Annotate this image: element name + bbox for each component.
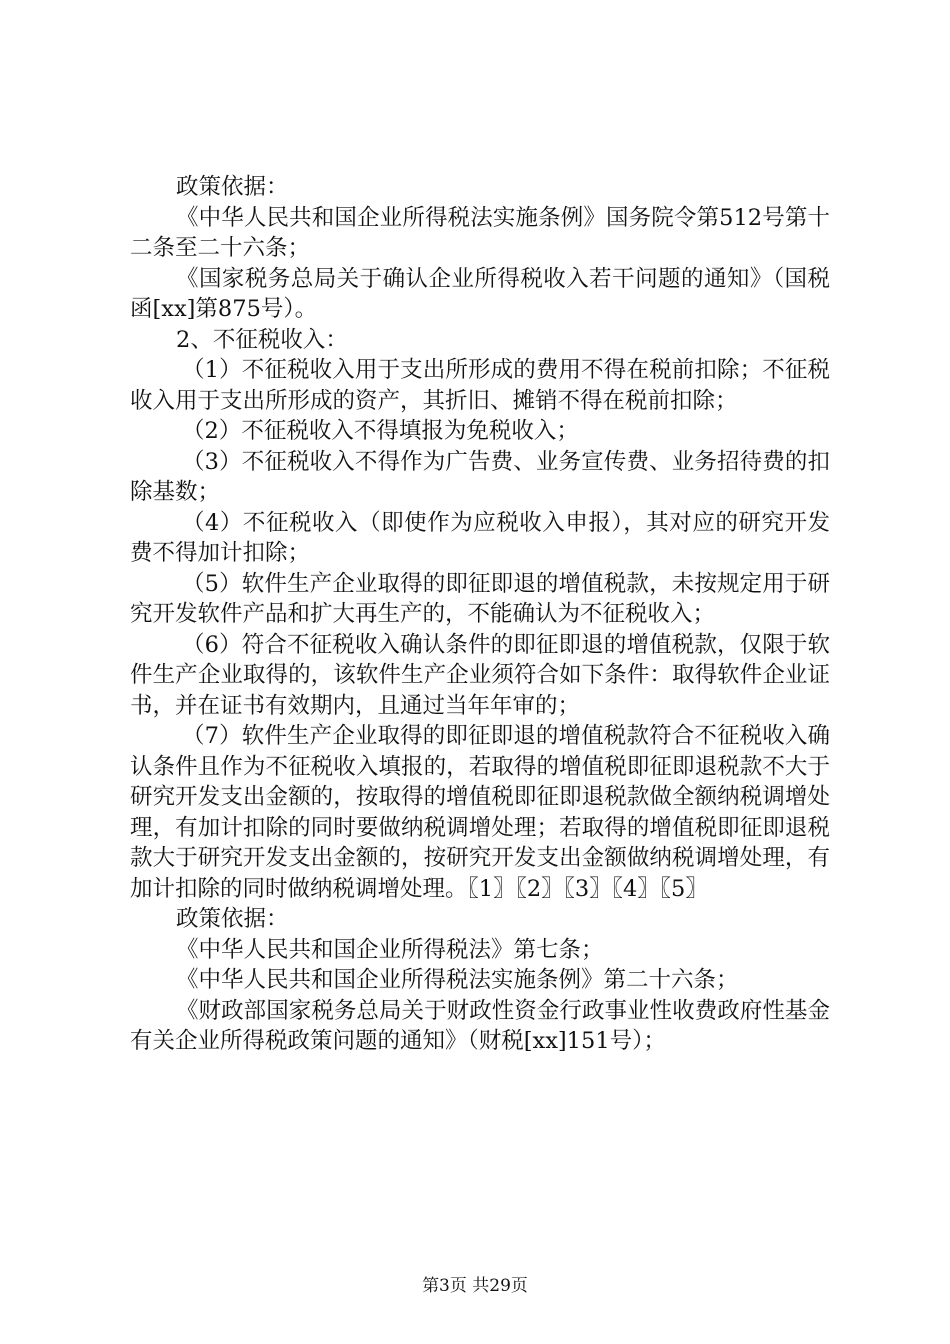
section-heading-non-taxable-income: 2、不征税收入： xyxy=(176,326,348,353)
list-item-3: （3）不征税收入不得作为广告费、业务宣传费、业务招待费的扣除基数； xyxy=(130,448,830,505)
list-item-2: （2）不征税收入不得填报为免税收入； xyxy=(182,418,579,444)
document-body xyxy=(130,172,830,1057)
paragraph-tax-law-article-7: 《中华人民共和国企业所得税法》第七条； xyxy=(176,936,604,963)
paragraph-notice-875: 《国家税务总局关于确认企业所得税收入若干问题的通知》（国税函[xx]第875号）。 xyxy=(130,265,830,322)
paragraph-regulation-article-26: 《中华人民共和国企业所得税法实施条例》第二十六条； xyxy=(176,967,739,993)
list-item-5: （5）软件生产企业取得的即征即退的增值税款，未按规定用于研究开发软件产品和扩大再生产的，不能确认为不征税收入； xyxy=(130,570,830,627)
list-item-1: （1）不征税收入用于支出所形成的费用不得在税前扣除；不征税收入用于支出所形成的资产，其折旧、摊销不得在税前扣除； xyxy=(130,357,830,414)
list-item-7: （7）软件生产企业取得的即征即退的增值税款符合不征税收入确认条件且作为不征税收入填报的，若取得的增值税即征即退税款不大于研究开发支出金额的，按取得的增值税即征即退税款做全额纳税调增处理，有加计扣除的同时要做纳税调增处理；若取得的增值税即征即退税款大于研究开发支出金额的，按研究开发支出金额做纳税调增处理，有加计扣除的同时做纳税调增处理。〖1〗〖2〗〖3〗〖4〗〖5〗 xyxy=(130,723,830,902)
page-number-footer: 第3页 共29页 xyxy=(422,1276,528,1296)
policy-basis-heading-2: 政策依据： xyxy=(176,906,289,932)
list-item-4: （4）不征税收入（即使作为应税收入申报），其对应的研究开发费不得加计扣除； xyxy=(130,509,830,566)
paragraph-notice-151: 《财政部国家税务总局关于财政性资金行政事业性收费政府性基金有关企业所得税政策问题的通知》（财税[xx]151号）； xyxy=(130,997,830,1054)
paragraph-regulation-512: 《中华人民共和国企业所得税法实施条例》国务院令第512号第十二条至二十六条； xyxy=(130,204,830,261)
policy-basis-heading-1: 政策依据： xyxy=(176,174,289,200)
list-item-6: （6）符合不征税收入确认条件的即征即退的增值税款，仅限于软件生产企业取得的，该软件生产企业须符合如下条件：取得软件企业证书，并在证书有效期内，且通过当年年审的； xyxy=(130,631,830,719)
